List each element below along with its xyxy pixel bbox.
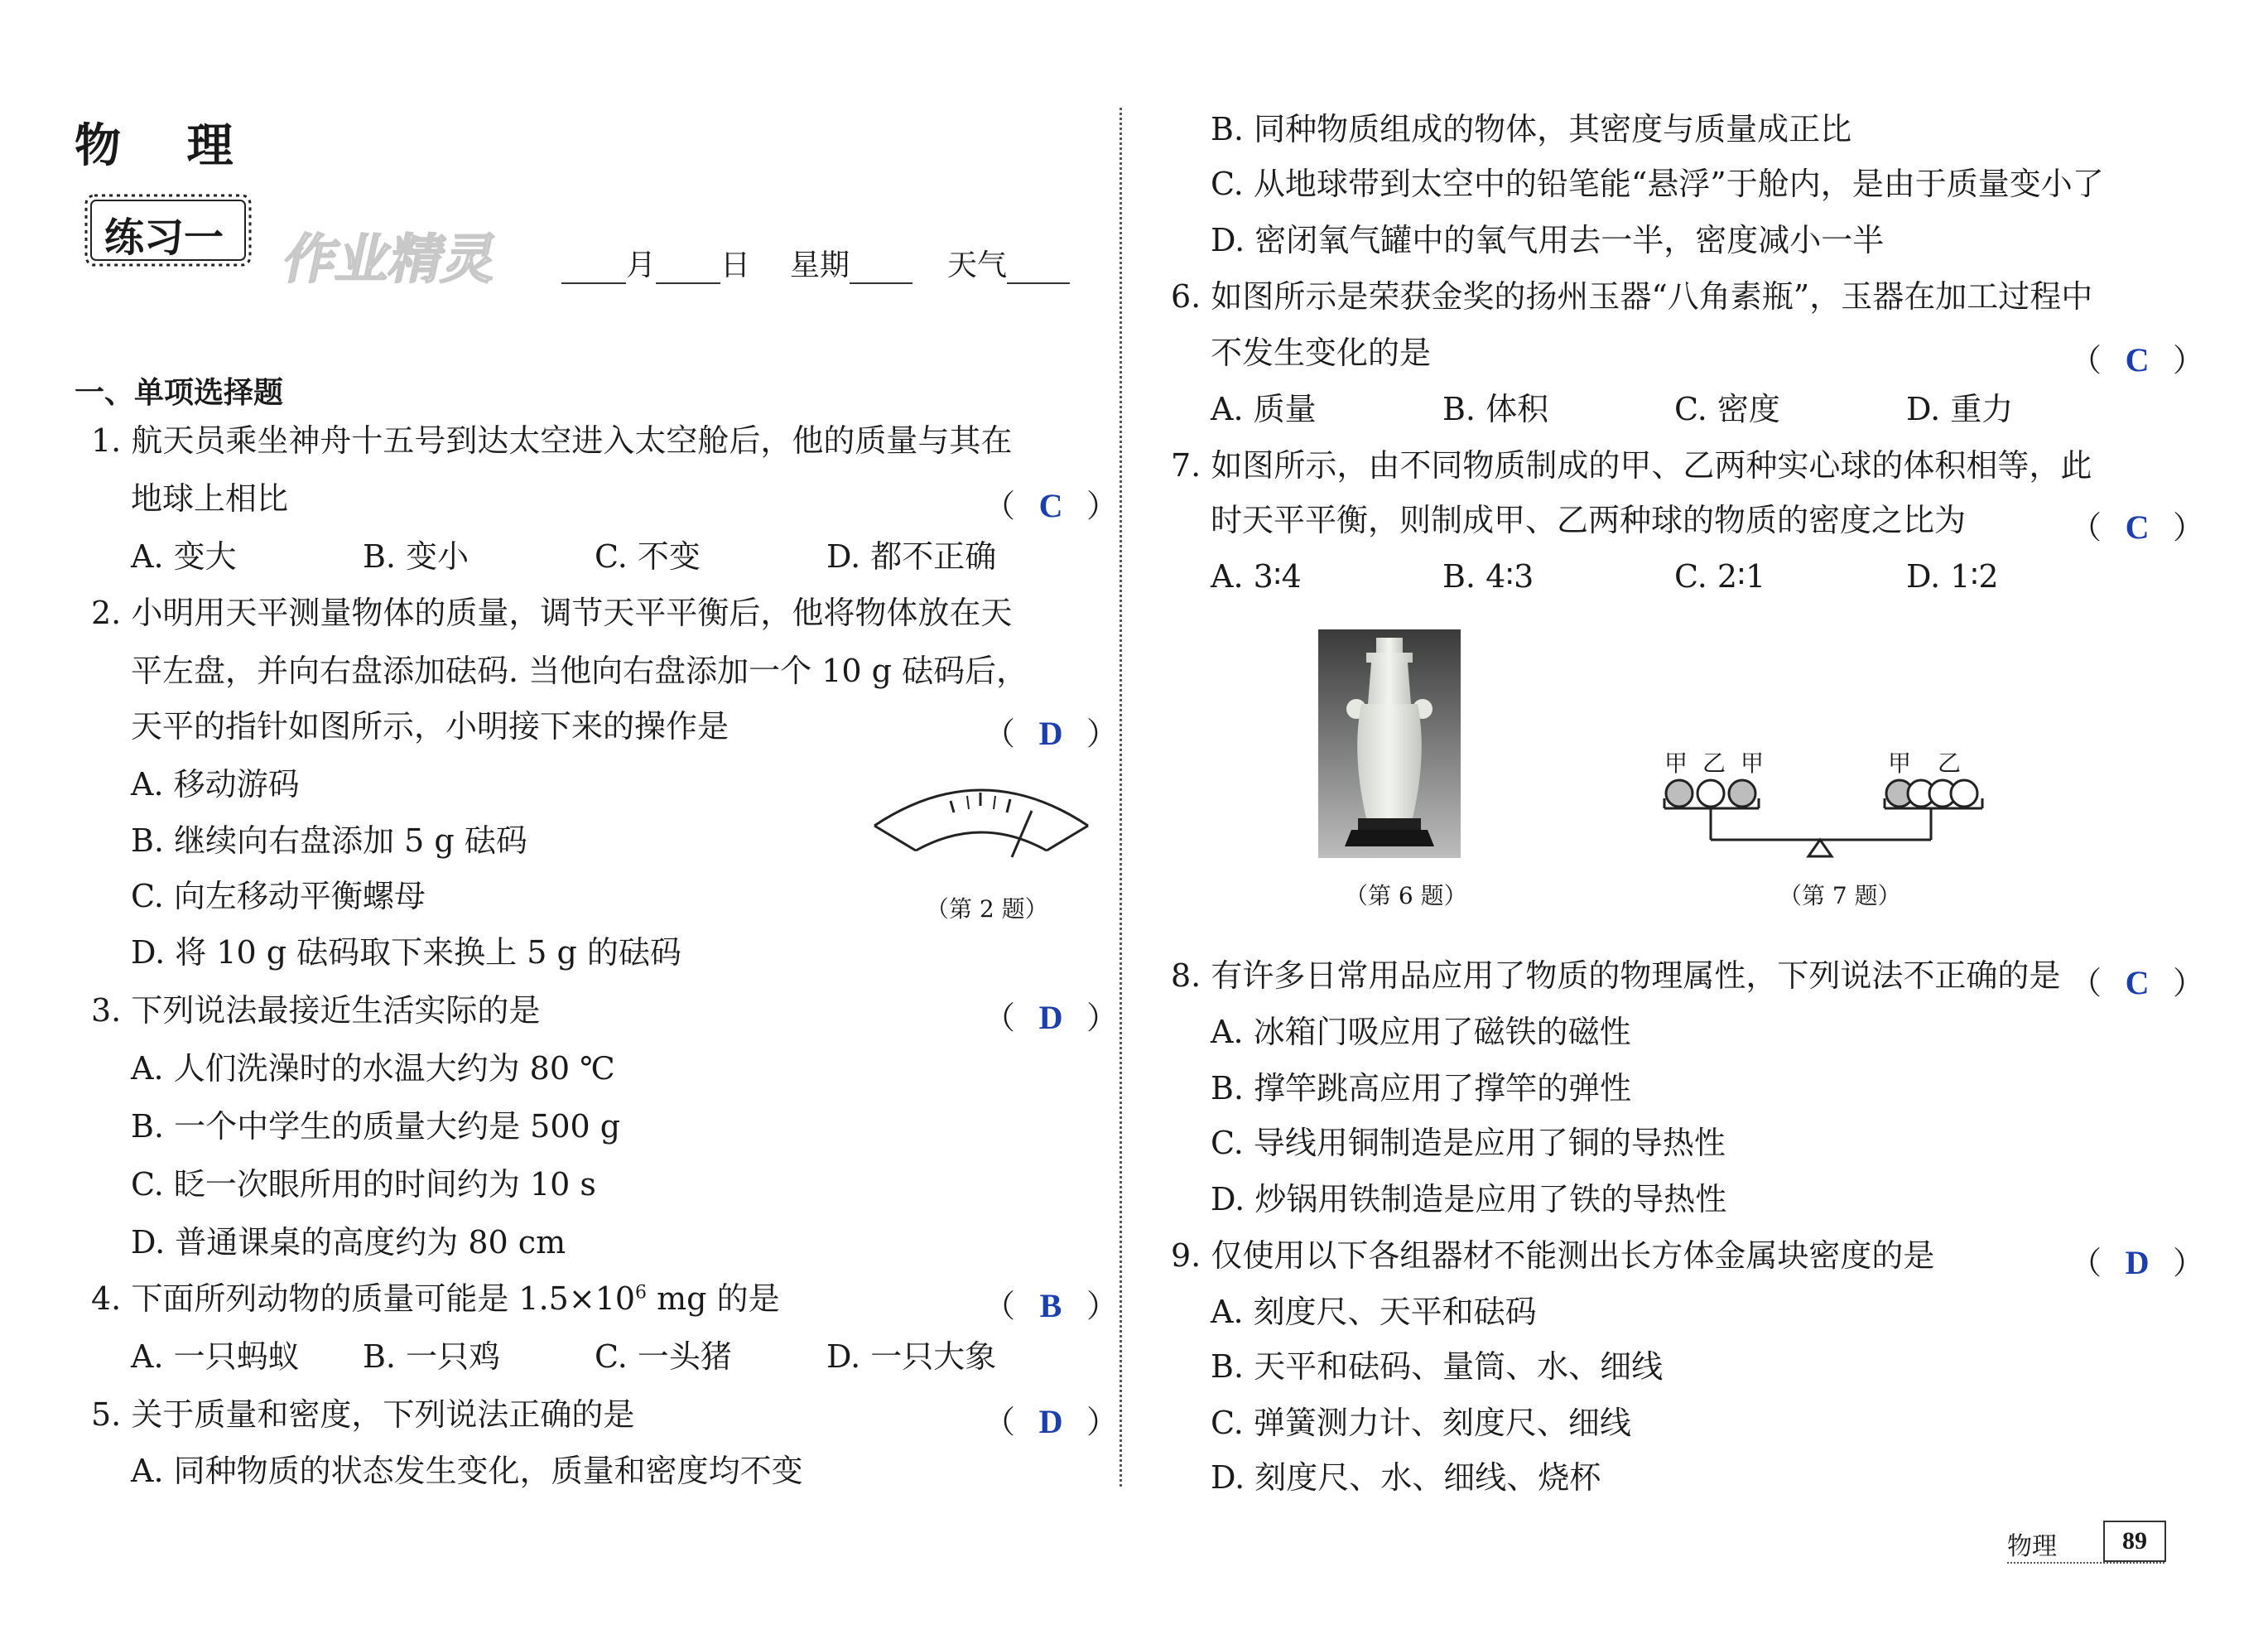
- q7-stem-line2: 时天平平衡，则制成甲、乙两种球的物质的密度之比为: [1211, 502, 1967, 538]
- q5-option-b: B. 同种物质组成的物体，其密度与质量成正比: [1211, 111, 1852, 147]
- left-label-jia-1: 甲: [1664, 750, 1688, 777]
- q6-answer-bracket: （ C ）: [2070, 341, 2205, 378]
- q8-option-a: A. 冰箱门吸应用了磁铁的磁性: [1211, 1014, 1631, 1050]
- balance-pointer-scale-figure: [869, 766, 1093, 882]
- q1-option-b: B. 变小: [363, 538, 469, 575]
- q7-answer: C: [2125, 509, 2150, 546]
- left-label-yi: 乙: [1702, 750, 1726, 777]
- q3-answer: D: [1038, 999, 1063, 1036]
- q5-option-d: D. 密闭氧气罐中的氧气用去一半，密度减小一半: [1211, 222, 1885, 258]
- q2-option-d: D. 将 10 g 砝码取下来换上 5 g 的砝码: [131, 934, 681, 971]
- q6-option-b: B. 体积: [1442, 391, 1549, 427]
- q7-option-c: C. 2∶1: [1674, 558, 1766, 595]
- q4-answer: B: [1039, 1287, 1062, 1324]
- section-title: 一、单项选择题: [75, 376, 284, 410]
- q2-stem-line3: 天平的指针如图所示，小明接下来的操作是: [131, 708, 730, 745]
- q3-option-b: B. 一个中学生的质量大约是 500 g: [131, 1108, 621, 1145]
- q3-stem-line1: 3. 下列说法最接近生活实际的是: [91, 992, 541, 1029]
- column-divider: [1120, 108, 1122, 1487]
- month-blank[interactable]: [561, 254, 626, 284]
- q4-answer-bracket: （ B ）: [984, 1287, 1119, 1324]
- q9-option-b: B. 天平和砝码、量筒、水、细线: [1211, 1348, 1664, 1385]
- q4-option-b: B. 一只鸡: [363, 1338, 501, 1375]
- vase-photo: [1318, 629, 1461, 858]
- right-label-yi: 乙: [1938, 750, 1962, 777]
- q8-answer: C: [2125, 964, 2150, 1001]
- q2-option-b: B. 继续向右盘添加 5 g 砝码: [131, 822, 527, 859]
- q4-option-d: D. 一只大象: [826, 1338, 997, 1375]
- q6-figure-caption: （第 6 题）: [1345, 882, 1467, 909]
- q5-answer: D: [1038, 1403, 1063, 1440]
- q5-option-c: C. 从地球带到太空中的铅笔能“悬浮”于舱内，是由于质量变小了: [1211, 166, 2104, 202]
- weekday-blank[interactable]: [850, 254, 912, 284]
- q6-stem-line1: 6. 如图所示是荣获金奖的扬州玉器“八角素瓶”，玉器在加工过程中: [1171, 278, 2093, 315]
- q8-option-d: D. 炒锅用铁制造是应用了铁的导热性: [1211, 1181, 1727, 1217]
- weekday-label: 星期: [790, 248, 850, 282]
- balance-balls-figure: [1664, 745, 2012, 870]
- q5-stem-line1: 5. 关于质量和密度，下列说法正确的是: [91, 1396, 635, 1433]
- q7-option-b: B. 4∶3: [1442, 558, 1534, 595]
- q9-option-a: A. 刻度尺、天平和砝码: [1211, 1294, 1537, 1330]
- q3-option-d: D. 普通课桌的高度约为 80 cm: [131, 1224, 566, 1261]
- q9-option-d: D. 刻度尺、水、细线、烧杯: [1211, 1459, 1601, 1496]
- footer-subject: 物理: [2007, 1532, 2057, 1561]
- q6-stem-line2: 不发生变化的是: [1211, 335, 1432, 371]
- q8-stem-line1: 8. 有许多日常用品应用了物质的物理属性，下列说法不正确的是: [1171, 957, 2061, 994]
- q6-option-c: C. 密度: [1674, 391, 1780, 427]
- q2-option-a: A. 移动游码: [131, 766, 300, 803]
- balance-diagram-icon: [1658, 775, 2022, 871]
- q1-option-c: C. 不变: [595, 538, 701, 575]
- q1-option-d: D. 都不正确: [826, 538, 997, 575]
- watermark-logo: 作业精灵: [277, 229, 503, 291]
- day-blank[interactable]: [656, 254, 720, 284]
- q7-answer-bracket: （ C ）: [2070, 509, 2205, 546]
- q7-option-d: D. 1∶2: [1906, 558, 1999, 595]
- left-label-jia-2: 甲: [1741, 750, 1765, 777]
- q9-answer-bracket: （ D ）: [2070, 1244, 2205, 1281]
- q6-option-d: D. 重力: [1906, 391, 2014, 427]
- footer-rule: [2007, 1562, 2164, 1564]
- q2-figure-caption: （第 2 题）: [926, 895, 1048, 923]
- q1-answer: C: [1038, 487, 1063, 524]
- q3-answer-bracket: （ D ）: [984, 999, 1119, 1036]
- q6-option-a: A. 质量: [1211, 391, 1317, 427]
- date-fields: [561, 242, 1070, 284]
- q2-stem-line2: 平左盘，并向右盘添加砝码. 当他向右盘添加一个 10 g 砝码后，: [131, 653, 1028, 689]
- q7-figure-caption: （第 7 题）: [1779, 882, 1901, 909]
- q3-option-c: C. 眨一次眼所用的时间约为 10 s: [131, 1166, 596, 1203]
- weather-label: 天气: [947, 248, 1008, 282]
- q8-answer-bracket: （ C ）: [2070, 964, 2205, 1001]
- q6-answer: C: [2125, 341, 2150, 378]
- exercise-badge: [81, 189, 255, 272]
- q1-stem-line2: 地球上相比: [131, 480, 289, 517]
- q7-stem-line1: 7. 如图所示，由不同物质制成的甲、乙两种实心球的体积相等，此: [1171, 447, 2092, 484]
- page-number: 89: [2103, 1521, 2166, 1562]
- q4-stem-line1: 4. 下面所列动物的质量可能是 $1.5\times 10^6$ mg 的是: [91, 1280, 780, 1317]
- day-label: 日: [720, 248, 751, 282]
- month-label: 月: [626, 248, 657, 282]
- q2-answer-bracket: （ D ）: [984, 715, 1119, 752]
- q9-option-c: C. 弹簧测力计、刻度尺、细线: [1211, 1405, 1631, 1441]
- weather-blank[interactable]: [1007, 254, 1070, 284]
- q1-answer-bracket: （ C ）: [984, 487, 1119, 524]
- q8-option-c: C. 导线用铜制造是应用了铜的导热性: [1211, 1125, 1726, 1161]
- q5-answer-bracket: （ D ）: [984, 1403, 1119, 1440]
- right-label-jia: 甲: [1888, 750, 1912, 777]
- q5-option-a: A. 同种物质的状态发生变化，质量和密度均不变: [131, 1453, 803, 1489]
- q3-option-a: A. 人们洗澡时的水温大约为 80 ℃: [131, 1050, 615, 1087]
- q1-stem-line1: 1. 航天员乘坐神舟十五号到达太空进入太空舱后，他的质量与其在: [91, 422, 1013, 459]
- subject-title: 物 理: [75, 119, 258, 173]
- q4-option-c: C. 一头猪: [595, 1338, 732, 1375]
- q2-stem-line1: 2. 小明用天平测量物体的质量，调节天平平衡后，他将物体放在天: [91, 595, 1013, 631]
- exercise-title: 练习一: [104, 215, 224, 261]
- q7-option-a: A. 3∶4: [1211, 558, 1302, 595]
- q8-option-b: B. 撑竿跳高应用了撑竿的弹性: [1211, 1070, 1632, 1106]
- q2-answer: D: [1038, 715, 1063, 752]
- q4-option-a: A. 一只蚂蚁: [131, 1338, 300, 1375]
- q1-option-a: A. 变大: [131, 538, 237, 575]
- q9-answer: D: [2125, 1244, 2150, 1281]
- q9-stem-line1: 9. 仅使用以下各组器材不能测出长方体金属块密度的是: [1171, 1237, 1935, 1274]
- q2-option-c: C. 向左移动平衡螺母: [131, 878, 426, 914]
